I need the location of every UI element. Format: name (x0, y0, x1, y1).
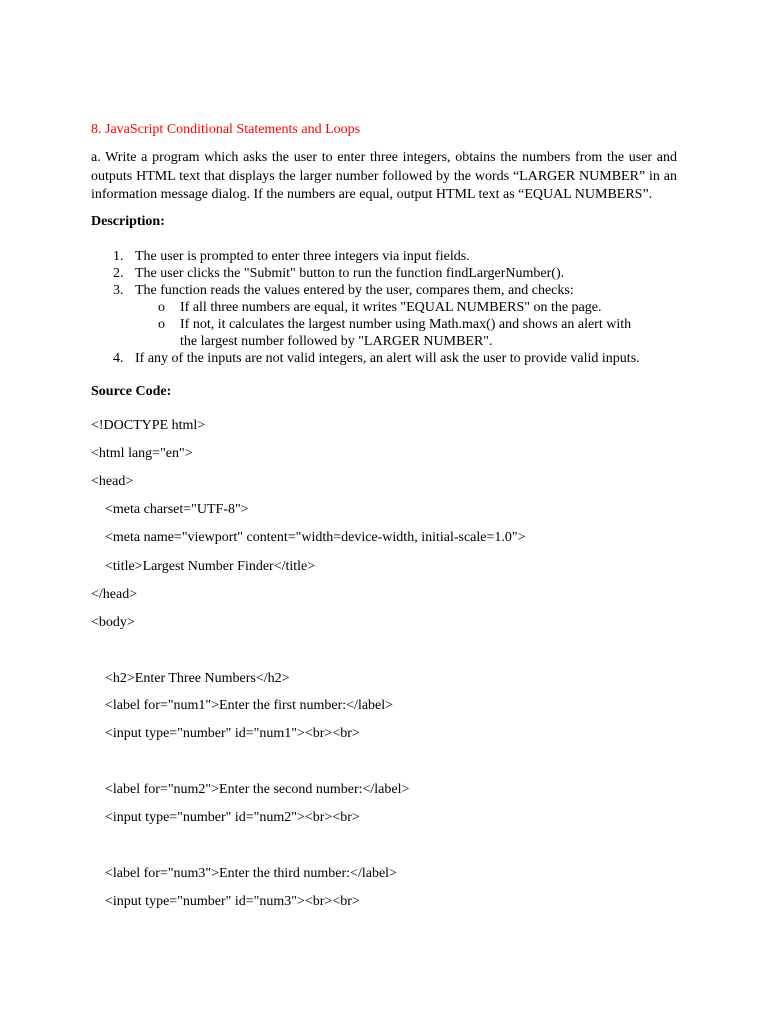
code-line: <h2>Enter Three Numbers</h2> (105, 671, 290, 686)
list-item-text: The user is prompted to enter three integers via input fields. (135, 249, 470, 264)
code-line: <label for="num2">Enter the second number:</label> (105, 782, 410, 797)
steps-list (91, 248, 677, 367)
bullet-icon: o (158, 300, 165, 315)
list-item (91, 350, 677, 367)
list-item-number: 3. (113, 283, 124, 298)
sub-list-item (91, 299, 677, 316)
code-line: <input type="number" id="num2"><br><br> (105, 810, 360, 825)
list-item (91, 282, 677, 299)
code-line: <label for="num3">Enter the third number:</label> (105, 866, 397, 881)
sub-list-item (91, 316, 677, 350)
list-item-text: If any of the inputs are not valid integers, an alert will ask the user to provide valid inputs. (135, 351, 640, 366)
list-item-number: 4. (113, 351, 124, 366)
code-line: <html lang="en"> (91, 446, 193, 461)
intro-paragraph: a. Write a program which asks the user to enter three integers, obtains the numbers from the user and outputs HTML text that displays the larger number followed by the words “LARGER NUMBER” in an information message dialog. If the numbers are equal, output HTML text as “EQUAL NUMBERS”. (91, 150, 677, 202)
code-line: <body> (91, 615, 135, 630)
sub-list-item-text: If all three numbers are equal, it writes "EQUAL NUMBERS" on the page. (180, 300, 602, 315)
list-item-text: The function reads the values entered by the user, compares them, and checks: (135, 283, 574, 298)
code-line: <label for="num1">Enter the first number:</label> (105, 698, 394, 713)
list-item (91, 248, 677, 265)
code-line: <!DOCTYPE html> (91, 418, 206, 433)
description-label: Description: (91, 214, 165, 229)
code-line: <meta name="viewport" content="width=device-width, initial-scale=1.0"> (105, 530, 526, 545)
code-line: <input type="number" id="num1"><br><br> (105, 726, 360, 741)
code-line: <head> (91, 474, 134, 489)
section-heading: 8. JavaScript Conditional Statements and Loops (91, 122, 361, 137)
code-line: <meta charset="UTF-8"> (105, 502, 249, 517)
code-line: <title>Largest Number Finder</title> (105, 559, 316, 574)
sub-list-item-text: If not, it calculates the largest number using Math.max() and shows an alert with the largest number followed by "LARGER NUMBER". (180, 317, 632, 349)
list-item-text: The user clicks the "Submit" button to run the function findLargerNumber(). (135, 266, 565, 281)
source-code-label: Source Code: (91, 384, 172, 399)
list-item-number: 1. (113, 249, 124, 264)
code-line: </head> (91, 587, 138, 602)
list-item (91, 265, 677, 282)
code-line: <input type="number" id="num3"><br><br> (105, 894, 360, 909)
list-item-number: 2. (113, 266, 124, 281)
bullet-icon: o (158, 317, 165, 332)
